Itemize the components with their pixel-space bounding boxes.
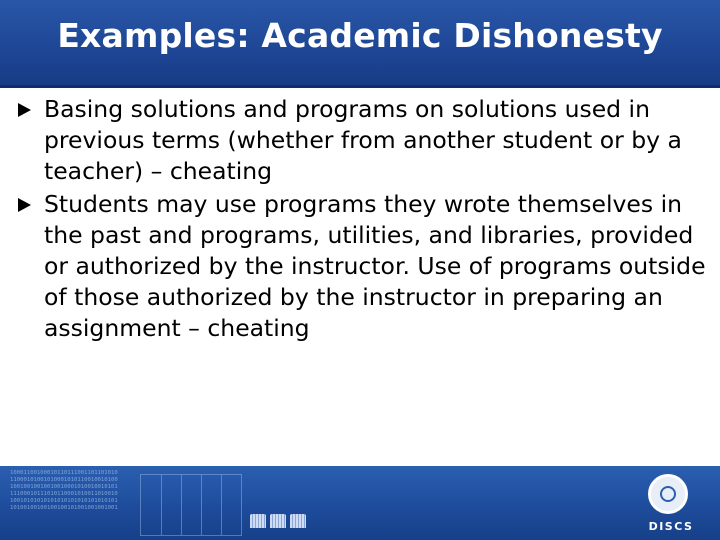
bullet-item — [18, 189, 708, 344]
slide-title: Examples: Academic Dishonesty — [57, 16, 663, 55]
triangle-bullet-icon — [18, 198, 31, 212]
bullet-item — [18, 94, 708, 187]
triangle-bullet-icon — [18, 103, 31, 117]
logo-text: DISCS — [648, 520, 694, 533]
building-icon — [290, 514, 306, 528]
building-icon — [270, 514, 286, 528]
bullet-text: Students may use programs they wrote themselves in the past and programs, utilities, and libraries, provided or authorized by the instructor. Use of programs outside of those authorized by the instructor in preparing an assignment – cheating — [44, 190, 706, 342]
university-seal-icon — [648, 474, 688, 514]
bullet-text: Basing solutions and programs on solutions used in previous terms (whether from another student or by a teacher) – cheating — [44, 95, 682, 185]
grid-decoration — [140, 474, 242, 536]
title-bar — [0, 0, 720, 88]
building-icon — [250, 514, 266, 528]
footer-banner — [0, 466, 720, 540]
bullet-list — [18, 94, 708, 346]
binary-pattern-decoration: 10001100100010110111001101101010 11000101001010001010110010010100 10010010010010010001010010010101 11100010111010110001010011010010 10010101010101010101010101010101 10100100100100100101001001001001 — [10, 470, 118, 511]
